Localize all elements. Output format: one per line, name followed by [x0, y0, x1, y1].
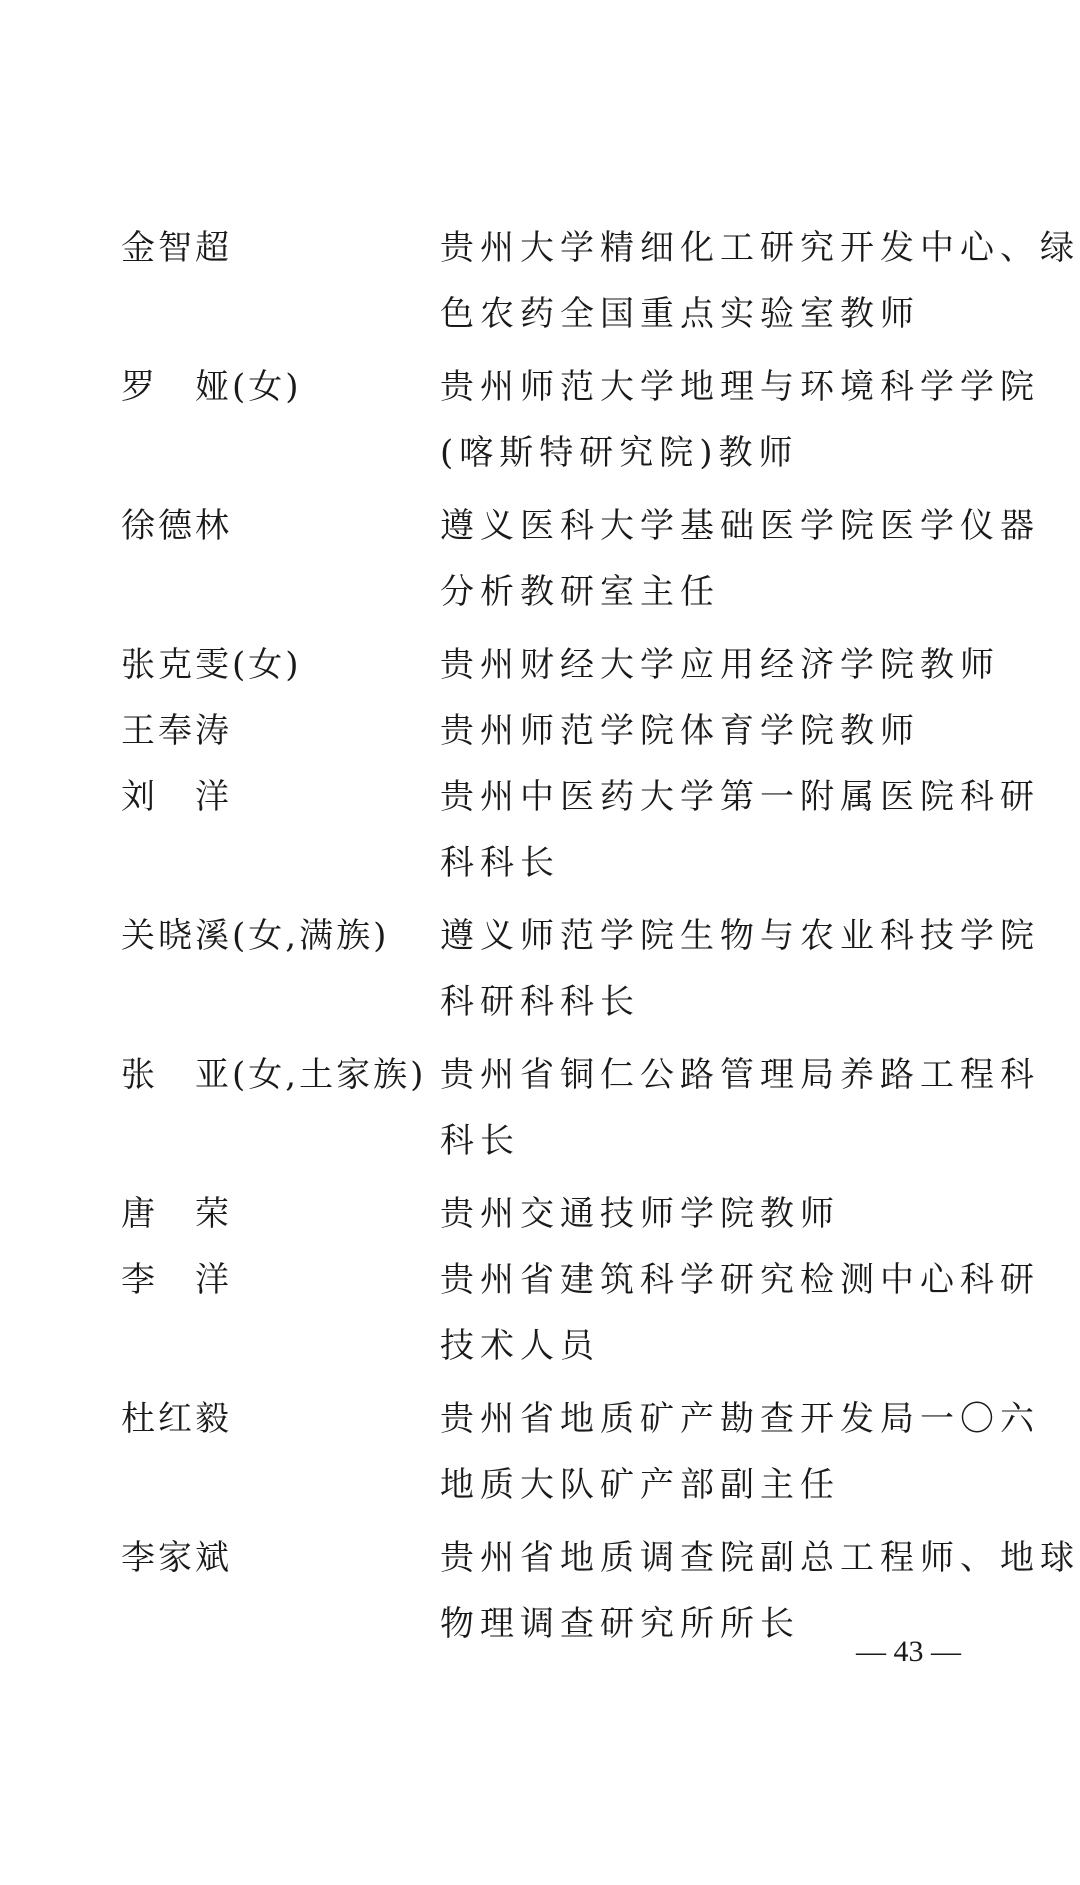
person-affiliation	[440, 354, 1040, 486]
affiliation-line: 贵州财经大学应用经济学院教师	[440, 645, 1000, 685]
list-item	[0, 698, 1080, 764]
affiliation-line: 色农药全国重点实验室教师	[440, 294, 920, 334]
list-item	[0, 1042, 1080, 1174]
person-name: 王奉涛	[121, 711, 232, 751]
affiliation-line: 贵州师范学院体育学院教师	[440, 711, 920, 751]
person-affiliation	[440, 215, 1080, 347]
affiliation-line: 遵义师范学院生物与农业科技学院	[440, 916, 1040, 956]
affiliation-line: 科科长	[440, 843, 560, 883]
affiliation-line: 贵州师范大学地理与环境科学学院	[440, 367, 1040, 407]
person-affiliation	[440, 632, 1010, 698]
person-name: 刘 洋	[121, 777, 232, 817]
list-item	[0, 493, 1080, 625]
list-item	[0, 1181, 1080, 1247]
person-affiliation	[440, 1181, 1010, 1247]
page-number: — 43 —	[856, 1635, 961, 1668]
list-item	[0, 764, 1080, 896]
person-name: 李家斌	[121, 1538, 232, 1578]
person-name: 罗 娅(女)	[121, 367, 302, 407]
affiliation-line: (喀斯特研究院)教师	[440, 433, 799, 473]
list-item	[0, 1247, 1080, 1379]
person-affiliation	[440, 1247, 1040, 1379]
person-affiliation	[440, 764, 1040, 896]
person-name: 徐德林	[121, 506, 232, 546]
affiliation-line: 贵州省地质调查院副总工程师、地球	[440, 1538, 1080, 1578]
affiliation-line: 地质大队矿产部副主任	[440, 1465, 840, 1505]
affiliation-line: 分析教研室主任	[440, 572, 720, 612]
person-name: 张克雯(女)	[121, 645, 302, 685]
affiliation-line: 遵义医科大学基础医学院医学仪器	[440, 506, 1040, 546]
affiliation-line: 贵州中医药大学第一附属医院科研	[440, 777, 1040, 817]
person-name: 金智超	[121, 228, 232, 268]
person-name: 杜红毅	[121, 1399, 232, 1439]
person-affiliation	[440, 698, 1010, 764]
list-item	[0, 632, 1080, 698]
person-name: 张 亚(女,土家族)	[121, 1055, 427, 1095]
person-affiliation	[440, 1042, 1040, 1174]
list-item	[0, 354, 1080, 486]
affiliation-line: 贵州省建筑科学研究检测中心科研	[440, 1260, 1040, 1300]
list-item	[0, 903, 1080, 1035]
affiliation-line: 贵州省铜仁公路管理局养路工程科	[440, 1055, 1040, 1095]
affiliation-line: 贵州交通技师学院教师	[440, 1194, 840, 1234]
list-item	[0, 1386, 1080, 1518]
person-name: 李 洋	[121, 1260, 232, 1300]
affiliation-line: 科研科科长	[440, 982, 640, 1022]
personnel-list	[0, 215, 1080, 1657]
person-name: 关晓溪(女,满族)	[121, 916, 390, 956]
person-affiliation	[440, 1386, 1040, 1518]
list-item	[0, 215, 1080, 347]
person-affiliation	[440, 903, 1040, 1035]
affiliation-line: 贵州省地质矿产勘查开发局一〇六	[440, 1399, 1040, 1439]
affiliation-line: 科长	[440, 1121, 520, 1161]
person-affiliation	[440, 493, 1040, 625]
person-name: 唐 荣	[121, 1194, 232, 1234]
affiliation-line: 贵州大学精细化工研究开发中心、绿	[440, 228, 1080, 268]
affiliation-line: 物理调查研究所所长	[440, 1604, 800, 1644]
affiliation-line: 技术人员	[440, 1326, 600, 1366]
